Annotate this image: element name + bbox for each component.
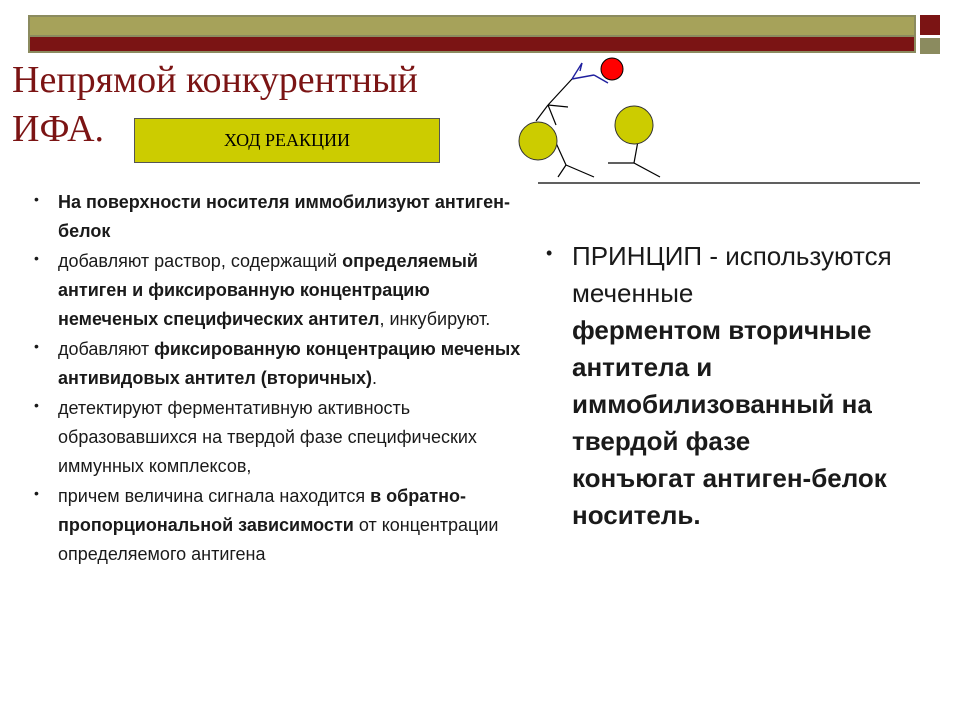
principle-line-4: антитела и <box>572 352 713 382</box>
principle-line-2: меченные <box>572 278 694 308</box>
corner-square-olive <box>920 38 940 54</box>
reaction-label-box <box>134 118 440 163</box>
procedure-text: добавляют <box>58 339 155 359</box>
bullet-dot: • <box>546 243 553 263</box>
bullet-dot: • <box>34 485 39 501</box>
bullet-dot: • <box>34 397 39 413</box>
antigen-circle-right <box>615 106 653 144</box>
procedure-text: детектируют ферментативную активность образовавшихся на твердой фазе специфических иммунных комплексов, <box>58 398 477 476</box>
principle-line-7: конъюгат антиген-белок <box>572 463 887 493</box>
principle-line-6: твердой фазе <box>572 426 751 456</box>
procedure-text: фиксированную концентрацию меченых антивидовых антител (вторичных) <box>58 339 521 388</box>
procedure-item <box>34 482 534 569</box>
title-line-1: Непрямой конкурентный <box>12 59 418 101</box>
header-band-olive <box>30 17 914 35</box>
enzyme-label-circle <box>601 58 623 80</box>
reaction-label: ХОД РЕАКЦИИ <box>224 130 350 150</box>
procedure-text: от концентрации определяемого антигена <box>58 515 499 564</box>
principle-line-5: иммобилизованный на <box>572 389 872 419</box>
procedure-text: определяемый антиген и фиксированную концентрацию немеченых специфических антител <box>58 251 478 329</box>
procedure-text: На поверхности носителя иммобилизуют антиген-белок <box>58 192 511 241</box>
title-line-2: ИФА. <box>12 108 105 150</box>
primary-antibody <box>536 79 572 125</box>
antigen-circle-left <box>519 122 557 160</box>
procedure-text: . <box>371 368 377 388</box>
principle-line-8: носитель. <box>572 500 701 530</box>
bullet-dot: • <box>34 338 39 354</box>
principle-line-1: ПРИНЦИП - используются <box>572 241 892 271</box>
procedure-text: причем величина сигнала находится <box>58 486 371 506</box>
procedure-item <box>34 394 534 481</box>
bullet-dot: • <box>34 250 39 266</box>
procedure-item <box>34 188 534 246</box>
procedure-text: в обратно-пропорциональной зависимости <box>58 486 466 535</box>
procedure-list <box>34 188 534 570</box>
immobilized-antigen-left <box>519 122 594 177</box>
immobilized-antigen-right <box>608 106 660 177</box>
procedure-item <box>34 247 534 334</box>
header-band-red <box>30 37 914 51</box>
corner-square-red <box>920 15 940 35</box>
elisa-diagram <box>510 55 930 195</box>
principle-line-3: ферментом вторичные <box>572 315 872 345</box>
procedure-item <box>34 335 534 393</box>
bullet-dot: • <box>34 191 39 207</box>
procedure-text: , инкубируют. <box>379 309 491 329</box>
procedure-text: добавляют раствор, содержащий <box>58 251 343 271</box>
principle-block <box>546 238 960 534</box>
header-bar <box>28 15 916 53</box>
